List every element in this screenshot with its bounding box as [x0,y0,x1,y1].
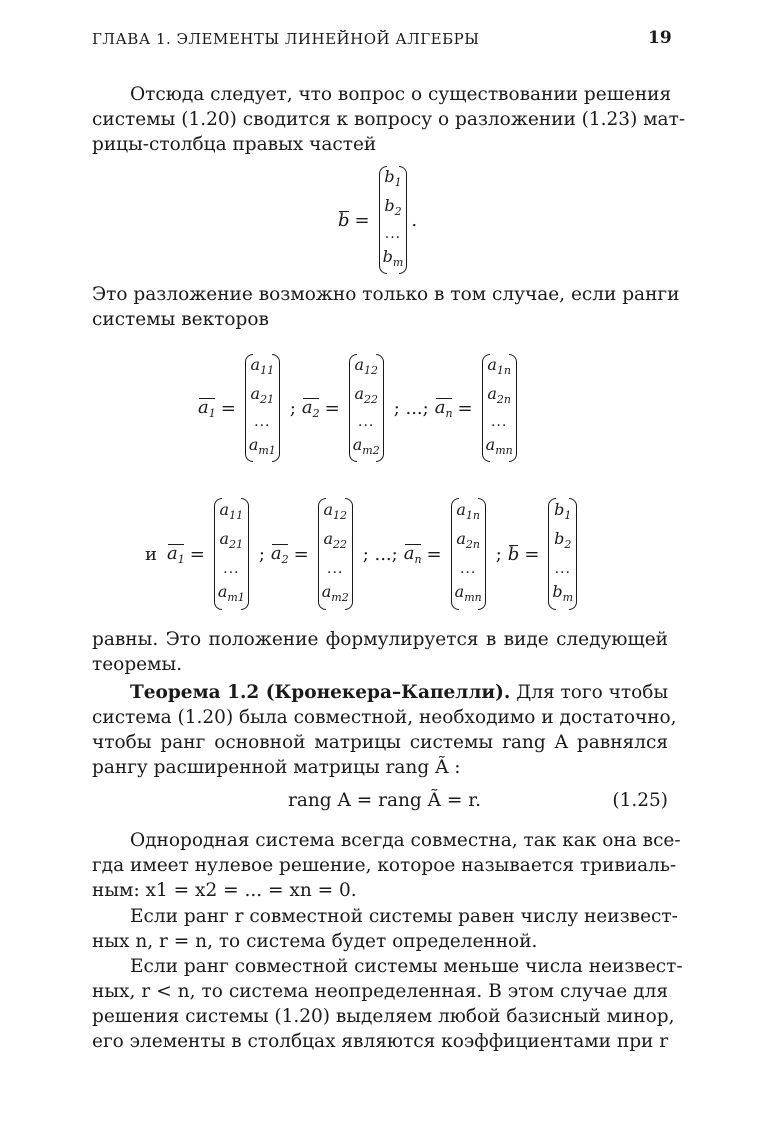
text-line: системы (1.20) сводится к вопросу о разложении (1.23) мат- [92,109,686,130]
equals-sign: = [189,543,205,565]
equals-sign: = [354,209,370,231]
text-line: Это разложение возможно только в том случае, если ранги [92,284,680,305]
matrix-cell: $a_{22}$ [323,529,347,552]
matrix-cell: $a_{2n}$ [456,529,480,552]
matrix-cell: $a_{m2}$ [352,434,380,457]
vector-a1-symbol: $a_1$ [198,396,216,420]
matrix-cell: ... [358,414,375,431]
vector-an-symbol: $a_n$ [434,396,453,420]
matrix-cell: $a_{m1}$ [248,434,276,457]
matrix-cell: $a_{1n}$ [456,499,480,522]
column-matrix-a1 [245,354,280,462]
matrix-cell: ... [254,414,271,431]
matrix-cell: $b_1$ [554,499,572,522]
matrix-cell: ... [554,560,571,577]
text-line: решения системы (1.20) выделяем любой базисный минор, [92,1006,675,1027]
matrix-cell: ... [384,226,402,243]
paragraph-2 [92,282,680,332]
matrix-cell: $a_{m2}$ [321,582,349,605]
paragraph-1 [92,82,686,157]
separator: ; [289,397,296,419]
paragraph-3 [92,627,668,677]
paragraph-5 [92,904,678,954]
matrix-cell: $b_m$ [552,582,574,605]
theorem-first-line [92,680,668,705]
matrix-cell: $b_m$ [382,246,404,269]
matrix-cell: ... [223,560,240,577]
matrix-cell: ... [327,560,344,577]
text-line: его элементы в столбцах являются коэффициентами при r [92,1031,669,1052]
text-line: Если ранг r совместной системы равен числу неизвест- [130,906,678,927]
theorem-title: Теорема 1.2 (Кронекера–Капелли). [130,682,511,703]
vector-an-symbol: $a_n$ [403,542,422,566]
theorem-1-2 [92,680,677,780]
column-matrix-a2 [349,354,384,462]
text-line: гда имеет нулевое решение, которое называется тривиаль- [92,855,677,876]
matrix-cell: $a_{11}$ [250,355,275,378]
text-line: рангу расширенной матрицы rang Ã : [92,757,461,778]
text-line: теоремы. [92,654,183,675]
running-head: ГЛАВА 1. ЭЛЕМЕНТЫ ЛИНЕЙНОЙ АЛГЕБРЫ [92,30,480,48]
vector-set-1 [198,352,521,464]
column-matrix-a2 [318,498,353,610]
matrix-cell: $a_{mn}$ [454,582,482,605]
text-line: ных, r < n, то система неопределенная. В этом случае для [92,981,668,1002]
matrix-cell: $a_{2n}$ [487,383,511,406]
formula-body: rang A = rang Ã = r. [288,790,481,811]
matrix-cell: $a_{12}$ [354,355,378,378]
separator: ; [258,543,265,565]
matrix-cell: $a_{22}$ [354,383,378,406]
matrix-cell: $a_{21}$ [250,383,275,406]
vector-a2-symbol: $a_2$ [270,542,289,566]
matrix-cell: ... [459,560,477,577]
b-vector-symbol: b [338,209,350,231]
matrix-cell: $a_{1n}$ [487,355,511,378]
matrix-cell: $a_{mn}$ [485,434,513,457]
text-line: ным: x1 = x2 = ... = xn = 0. [92,880,357,901]
matrix-cell: ... [490,414,508,431]
equals-sign: = [220,397,236,419]
column-matrix-an [451,498,486,610]
text-line: Отсюда следует, что вопрос о существовании решения [130,84,672,105]
text-line: Однородная система всегда совместна, так как она все- [130,830,681,851]
paragraph-4 [92,828,681,903]
b-vector-symbol: b [507,543,520,565]
vector-a2-symbol: $a_2$ [301,396,320,420]
separator: ; ...; [393,397,429,419]
equals-sign: = [524,543,540,565]
matrix-cell: $a_{m1}$ [217,582,245,605]
theorem-text: Для того чтобы [516,682,669,703]
text-line: системы векторов [92,309,269,330]
equals-sign: = [426,543,442,565]
column-matrix-b [379,166,408,274]
text-line: чтобы ранг основной матрицы системы rang A равнялся [92,732,668,753]
text-line: Если ранг совместной системы меньше числа неизвест- [130,956,683,977]
text-line: ных n, r = n, то система будет определенной. [92,931,538,952]
column-matrix-a1 [214,498,249,610]
paragraph-6 [92,954,683,1054]
separator: ; [495,543,502,565]
equals-sign: = [324,397,340,419]
matrix-cell: $a_{11}$ [219,499,244,522]
matrix-cell: $a_{21}$ [219,529,244,552]
vector-set-2 [145,496,581,612]
vector-a1-symbol: $a_1$ [167,542,185,566]
matrix-cell: $b_2$ [554,529,572,552]
matrix-cell: $b_2$ [384,195,402,218]
matrix-cell: $b_1$ [384,167,402,190]
column-matrix-b [548,498,577,610]
equals-sign: = [457,397,473,419]
equals-sign: = [293,543,309,565]
page-number: 19 [648,28,672,48]
period: . [411,209,418,231]
text-line: система (1.20) была совместной, необходимо и достаточно, [92,707,677,728]
column-matrix-an [482,354,517,462]
formula-number: (1.25) [612,790,668,811]
text-line: равны. Это положение формулируется в виде следующей [92,629,668,650]
equation-b-vector [338,164,417,276]
text-line: рицы-столбца правых частей [92,134,377,155]
separator: ; ...; [362,543,398,565]
matrix-cell: $a_{12}$ [323,499,347,522]
and-word: и [145,543,157,565]
